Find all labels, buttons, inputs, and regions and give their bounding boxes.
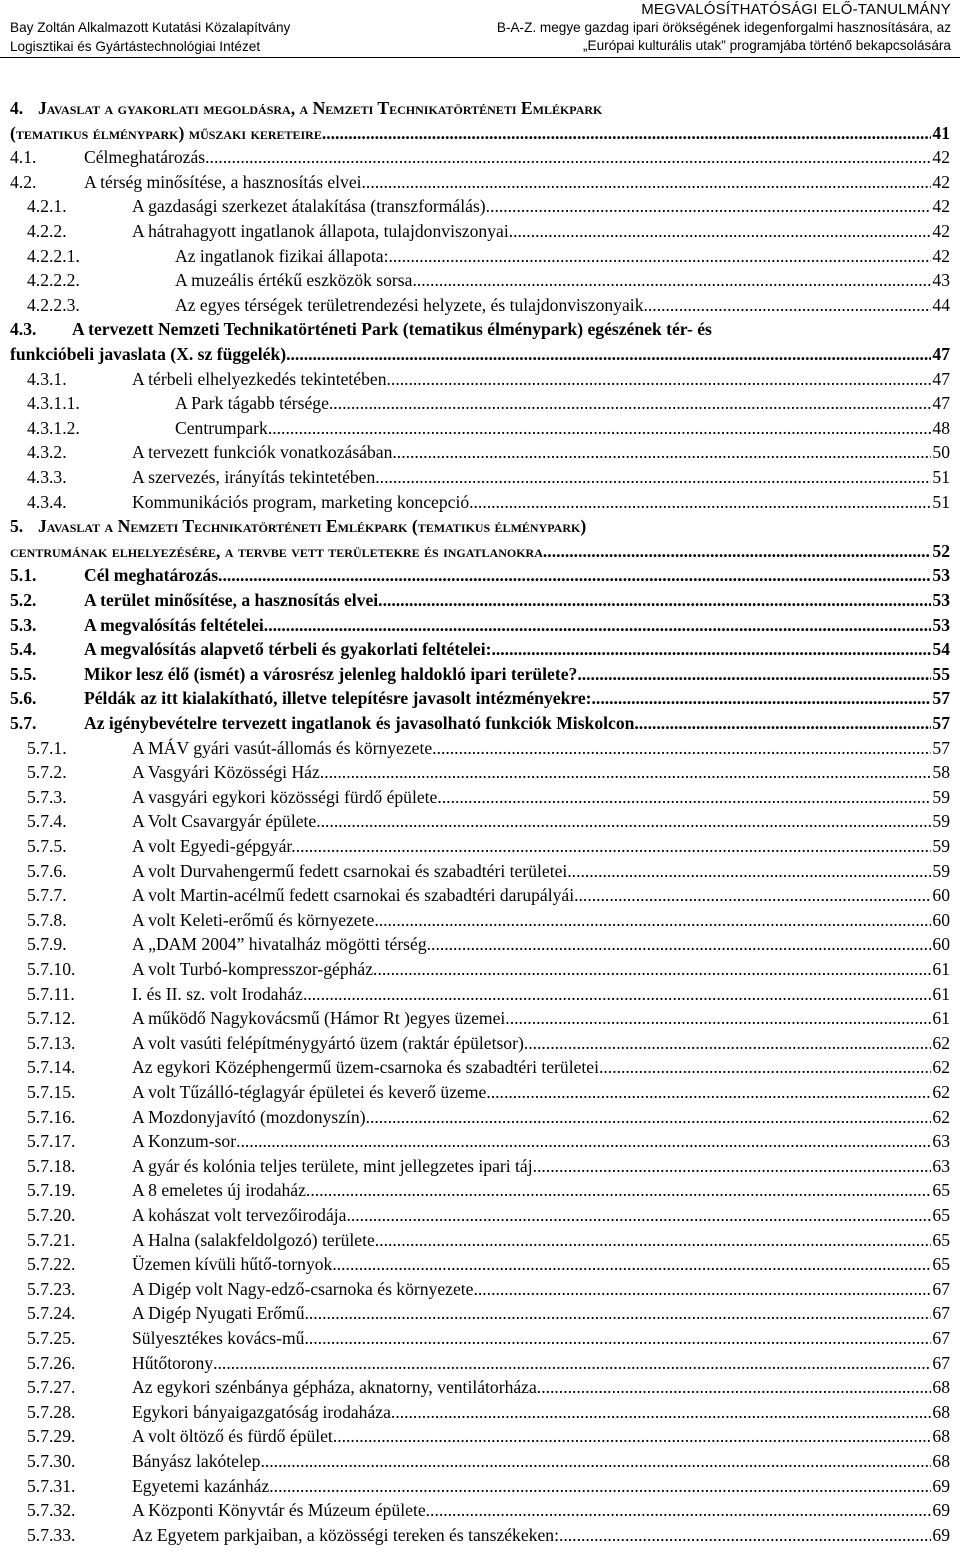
toc-entry-leader <box>644 293 932 317</box>
toc-entry-leader <box>264 613 932 637</box>
toc-entry-leader <box>303 982 931 1006</box>
toc-entry-number: 5.7.25. <box>27 1328 76 1348</box>
toc-entry-title: A kohászat volt tervezőirodája <box>132 1205 347 1225</box>
toc-entry-title: Centrumpark <box>175 418 268 438</box>
toc-entry-page: 60 <box>932 885 950 905</box>
toc-entry[interactable] <box>10 686 950 710</box>
toc-entry-number: 5.7.22. <box>27 1254 76 1274</box>
toc-entry-title: A tervezett Nemzeti Technikatörténeti Park (tematikus élménypark) egészének tér- és <box>72 319 712 339</box>
toc-entry-title: A térség minősítése, a hasznosítás elvei <box>84 172 362 192</box>
toc-entry-leader <box>286 342 931 366</box>
toc-entry-page: 59 <box>932 811 950 831</box>
toc-entry-number: 5.7.12. <box>27 1008 76 1028</box>
toc-entry-page: 57 <box>932 713 950 733</box>
toc-entry[interactable] <box>10 490 950 514</box>
toc-entry-number: 5.7.9. <box>27 934 67 954</box>
toc-entry[interactable] <box>10 194 950 218</box>
toc-entry-page: 42 <box>932 221 950 241</box>
toc-entry-leader <box>329 391 932 415</box>
toc-entry[interactable] <box>10 859 950 883</box>
toc-entry-page: 68 <box>932 1451 950 1471</box>
toc-entry-number: 5.2. <box>10 590 37 610</box>
toc-entry-title: A volt Egyedi-gépgyár. <box>132 836 296 856</box>
toc-entry-page: 62 <box>932 1082 950 1102</box>
toc-entry-leader <box>634 711 931 735</box>
toc-entry-number: 4.3.1. <box>27 369 67 389</box>
header-org-name: Bay Zoltán Alkalmazott Kutatási Közalapítvány <box>10 20 291 35</box>
toc-entry[interactable] <box>10 760 950 784</box>
page-header <box>0 0 960 58</box>
toc-entry-page: 62 <box>932 1033 950 1053</box>
toc-entry-title: A muzeális értékű eszközök sorsa <box>175 270 413 290</box>
toc-entry-title: Célmeghatározás <box>84 147 206 167</box>
toc-entry-page: 68 <box>932 1426 950 1446</box>
toc-entry-leader <box>374 908 931 932</box>
toc-entry-page: 61 <box>932 959 950 979</box>
toc-entry-leader <box>268 416 932 440</box>
toc-entry[interactable] <box>10 1252 950 1276</box>
toc-entry-page: 47 <box>932 369 950 389</box>
toc-entry-page: 69 <box>932 1525 950 1545</box>
toc-entry-title: funkcióbeli javaslata (X. sz függelék) <box>10 344 287 364</box>
header-divider <box>0 57 960 58</box>
toc-entry-leader <box>432 736 931 760</box>
toc-entry-number: 5.7.8. <box>27 910 67 930</box>
toc-entry-leader <box>437 785 931 809</box>
toc-entry[interactable] <box>10 736 950 760</box>
toc-entry-page: 53 <box>932 565 950 585</box>
toc-entry-leader <box>213 1351 931 1375</box>
toc-entry-number: 5.6. <box>10 688 37 708</box>
toc-entry[interactable] <box>10 1031 950 1055</box>
toc-entry-title: Az igénybevételre tervezett ingatlanok és javasolható funkciók Miskolcon <box>84 713 635 733</box>
toc-entry-number: 4.3.4. <box>27 492 67 512</box>
toc-entry-leader <box>509 219 932 243</box>
toc-entry-page: 50 <box>932 442 950 462</box>
toc-entry-title: A volt Tűzálló-téglagyár épületei és keverő üzeme <box>132 1082 487 1102</box>
toc-entry[interactable] <box>10 145 950 169</box>
toc-entry-page: 61 <box>932 1008 950 1028</box>
toc-entry-title: Cél meghatározás <box>84 565 219 585</box>
toc-entry-number: 5. <box>10 516 24 536</box>
toc-entry-leader <box>537 1375 932 1399</box>
toc-entry-title: A Volt Csavargyár épülete. <box>132 811 321 831</box>
toc-entry-number: 4.3.1.1. <box>27 393 80 413</box>
toc-entry[interactable] <box>10 563 950 587</box>
toc-entry-number: 5.7.11. <box>27 984 75 1004</box>
toc-entry-title: A megvalósítás feltételei <box>84 615 264 635</box>
toc-entry-page: 53 <box>932 590 950 610</box>
toc-entry-page: 61 <box>932 984 950 1004</box>
toc-entry-number: 5.1. <box>10 565 37 585</box>
toc-entry-page: 42 <box>932 246 950 266</box>
toc-entry[interactable] <box>10 711 950 735</box>
toc-entry-number: 4.2. <box>10 172 37 192</box>
toc-entry-number: 5.7.27. <box>27 1377 76 1397</box>
toc-entry-leader <box>603 1055 931 1079</box>
toc-entry-number: 4.2.2.3. <box>27 295 80 315</box>
toc-entry[interactable] <box>10 416 950 440</box>
toc-entry[interactable] <box>10 1228 950 1252</box>
toc-entry-number: 5.7.10. <box>27 959 76 979</box>
toc-entry[interactable] <box>10 637 950 661</box>
toc-entry-title: centrumának elhelyezésére, a tervbe vett területekre és ingatlanokra <box>10 541 543 561</box>
toc-entry[interactable] <box>10 1129 950 1153</box>
toc-entry-title: A Halna (salakfeldolgozó) területe <box>132 1230 375 1250</box>
toc-entry-title: Az Egyetem parkjaiban, a közösségi tereken és tanszékeken: <box>132 1525 559 1545</box>
toc-entry[interactable] <box>10 514 950 538</box>
toc-entry[interactable] <box>10 1301 950 1325</box>
toc-entry-leader <box>574 883 931 907</box>
toc-entry-page: 60 <box>932 910 950 930</box>
toc-entry-title: A Konzum-sor <box>132 1131 237 1151</box>
toc-entry-number: 5.7.1. <box>27 738 67 758</box>
toc-entry-leader <box>533 1154 932 1178</box>
toc-entry[interactable] <box>10 1080 950 1104</box>
toc-entry[interactable] <box>10 539 950 563</box>
toc-entry-leader <box>332 1252 931 1276</box>
toc-entry-number: 4.3.3. <box>27 467 67 487</box>
toc-entry-page: 42 <box>932 172 950 192</box>
toc-entry-leader <box>320 760 932 784</box>
toc-entry[interactable] <box>10 809 950 833</box>
toc-entry-number: 5.7.30. <box>27 1451 76 1471</box>
toc-entry-page: 42 <box>932 147 950 167</box>
header-subtitle-line-1: B-A-Z. megye gazdag ipari örökségének idegenforgalmi hasznosítására, az <box>496 20 951 35</box>
toc-entry-page: 65 <box>932 1205 950 1225</box>
toc-entry-page: 63 <box>932 1156 950 1176</box>
toc-entry-title: A gyár és kolónia teljes területe, mint jellegzetes ipari táj <box>132 1156 533 1176</box>
toc-entry-title: A volt vasúti felépítménygyártó üzem (raktár épületsor) <box>132 1033 524 1053</box>
toc-entry-number: 5.7.3. <box>27 787 67 807</box>
toc-entry-leader <box>375 1228 932 1252</box>
toc-entry-number: 4.3.2. <box>27 442 67 462</box>
toc-entry-title: Üzemen kívüli hűtő-tornyok <box>132 1254 333 1274</box>
toc-entry-leader <box>473 1277 931 1301</box>
toc-entry-page: 67 <box>932 1303 950 1323</box>
toc-entry[interactable] <box>10 1400 950 1424</box>
toc-entry-leader <box>524 1031 932 1055</box>
toc-entry-title: A Mozdonyjavító (mozdonyszín) <box>132 1107 366 1127</box>
toc-entry-page: 69 <box>932 1476 950 1496</box>
toc-entry-title: Az egykori szénbánya gépháza, aknatorny, ventilátorháza <box>132 1377 537 1397</box>
toc-entry-title: Az egykori Középhengermű üzem-csarnoka és szabadtéri területei. <box>132 1057 604 1077</box>
toc-entry-number: 5.5. <box>10 664 37 684</box>
toc-entry[interactable] <box>10 662 950 686</box>
toc-entry[interactable] <box>10 342 950 366</box>
toc-entry-title: A Központi Könyvtár és Múzeum épülete <box>132 1500 426 1520</box>
toc-entry[interactable] <box>10 1105 950 1129</box>
toc-entry-page: 58 <box>932 762 950 782</box>
toc-entry-page: 63 <box>932 1131 950 1151</box>
toc-entry-title: Példák az itt kialakítható, illetve telepítésre javasolt intézményekre: <box>84 688 592 708</box>
toc-entry-page: 65 <box>932 1230 950 1250</box>
toc-entry-page: 59 <box>932 836 950 856</box>
toc-entry-number: 5.7.4. <box>27 811 67 831</box>
toc-entry-leader <box>412 268 931 292</box>
toc-entry[interactable] <box>10 465 950 489</box>
toc-entry-page: 47 <box>932 344 950 364</box>
toc-entry-title: A vasgyári egykori közösségi fürdő épülete <box>132 787 438 807</box>
toc-entry[interactable] <box>10 982 950 1006</box>
toc-entry-page: 65 <box>932 1254 950 1274</box>
toc-entry-number: 5.7.32. <box>27 1500 76 1520</box>
toc-entry[interactable] <box>10 96 950 120</box>
toc-entry-number: 5.7.13. <box>27 1033 76 1053</box>
header-document-title <box>497 1 951 55</box>
toc-entry-leader <box>505 1006 931 1030</box>
toc-entry-leader <box>269 1474 931 1498</box>
toc-entry-leader <box>559 1523 931 1547</box>
toc-entry-leader <box>333 1424 932 1448</box>
toc-entry-number: 5.3. <box>10 615 37 635</box>
toc-entry-page: 44 <box>932 295 950 315</box>
toc-entry-leader <box>427 932 932 956</box>
toc-entry[interactable] <box>10 268 950 292</box>
toc-entry-title: A gazdasági szerkezet átalakítása (transzformálás) <box>132 196 486 216</box>
header-institute-name: Logisztikai és Gyártástechnológiai Intézet <box>10 39 261 54</box>
toc-entry-leader <box>260 1449 931 1473</box>
toc-entry-leader <box>592 686 932 710</box>
toc-entry-page: 68 <box>932 1402 950 1422</box>
toc-entry-number: 5.4. <box>10 639 37 659</box>
toc-entry-leader <box>543 539 932 563</box>
toc-entry[interactable] <box>10 1326 950 1350</box>
toc-entry[interactable] <box>10 1006 950 1030</box>
toc-entry-page: 48 <box>932 418 950 438</box>
toc-entry-leader <box>304 1326 931 1350</box>
toc-entry-page: 52 <box>932 541 950 561</box>
toc-entry-title: I. és II. sz. volt Irodaház <box>132 984 303 1004</box>
toc-entry-page: 47 <box>932 393 950 413</box>
toc-entry-title: Javaslat a Nemzeti Technikatörténeti Emlékpark (tematikus élménypark) <box>38 516 587 536</box>
toc-entry-leader <box>205 145 931 169</box>
toc-entry-page: 53 <box>932 615 950 635</box>
toc-entry-title: Mikor lesz élő (ismét) a városrész jelenleg haldokló ipari területe? <box>84 664 578 684</box>
toc-entry-page: 57 <box>932 688 950 708</box>
toc-entry-leader <box>305 1301 932 1325</box>
toc-entry-title: A volt Martin-acélmű fedett csarnokai és szabadtéri darupályái <box>132 885 575 905</box>
toc-entry-leader <box>486 1080 931 1104</box>
toc-entry-page: 54 <box>932 639 950 659</box>
toc-entry[interactable] <box>10 1351 950 1375</box>
toc-entry[interactable] <box>10 440 950 464</box>
toc-entry-page: 67 <box>932 1328 950 1348</box>
toc-entry-leader <box>486 194 932 218</box>
toc-entry-title: A volt öltöző és fürdő épület <box>132 1426 333 1446</box>
toc-entry-number: 4.2.1. <box>27 196 67 216</box>
toc-entry-title: Egyetemi kazánház <box>132 1476 270 1496</box>
toc-entry[interactable] <box>10 1474 950 1498</box>
toc-entry-number: 5.7.23. <box>27 1279 76 1299</box>
toc-entry-title: Kommunikációs program, marketing koncepció <box>132 492 470 512</box>
toc-entry[interactable] <box>10 1523 950 1547</box>
toc-entry-leader <box>375 465 931 489</box>
toc-entry-leader <box>306 1178 931 1202</box>
toc-entry-number: 5.7.15. <box>27 1082 76 1102</box>
toc-entry-number: 4.2.2.1. <box>27 246 80 266</box>
toc-entry-leader <box>389 244 932 268</box>
toc-entry[interactable] <box>10 244 950 268</box>
header-title: MEGVALÓSÍTHATÓSÁGI ELŐ-TANULMÁNY <box>641 1 951 18</box>
toc-entry-page: 55 <box>932 664 950 684</box>
toc-entry-title: A tervezett funkciók vonatkozásában <box>132 442 393 462</box>
toc-entry[interactable] <box>10 834 950 858</box>
toc-entry-number: 5.7.20. <box>27 1205 76 1225</box>
toc-entry-number: 4. <box>10 98 24 118</box>
toc-entry[interactable] <box>10 1154 950 1178</box>
toc-entry[interactable] <box>10 957 950 981</box>
toc-entry-number: 5.7.5. <box>27 836 67 856</box>
toc-entry-page: 57 <box>932 738 950 758</box>
toc-entry-number: 4.1. <box>10 147 37 167</box>
toc-entry-title: Javaslat a gyakorlati megoldásra, a Nemzeti Technikatörténeti Emlékpark <box>38 98 603 118</box>
toc-entry[interactable] <box>10 908 950 932</box>
toc-entry[interactable] <box>10 170 950 194</box>
toc-entry-leader <box>373 957 931 981</box>
toc-entry-title: Bányász lakótelep <box>132 1451 261 1471</box>
toc-entry-leader <box>378 588 931 612</box>
toc-entry[interactable] <box>10 317 950 341</box>
toc-entry-title: A MÁV gyári vasút-állomás és környezete <box>132 738 433 758</box>
toc-entry-leader <box>362 170 932 194</box>
toc-entry-number: 5.7. <box>10 713 37 733</box>
toc-entry-title: A „DAM 2004” hivatalház mögötti térség <box>132 934 427 954</box>
toc-entry-leader <box>236 1129 931 1153</box>
toc-entry-number: 4.3.1.2. <box>27 418 80 438</box>
toc-entry-page: 62 <box>932 1057 950 1077</box>
toc-entry-leader <box>469 490 931 514</box>
toc-entry-leader <box>218 563 931 587</box>
toc-entry-page: 51 <box>932 492 950 512</box>
toc-entry-number: 5.7.2. <box>27 762 67 782</box>
toc-entry-title: A Digép Nyugati Erőmű <box>132 1303 305 1323</box>
toc-entry-page: 41 <box>932 123 950 143</box>
toc-entry-title: Egykori bányaigazgatóság irodaháza <box>132 1402 391 1422</box>
header-institution <box>10 18 290 56</box>
toc-entry-title: Az ingatlanok fizikai állapota: <box>175 246 389 266</box>
toc-entry-page: 67 <box>932 1279 950 1299</box>
toc-entry-title: A térbeli elhelyezkedés tekintetében <box>132 369 387 389</box>
toc-entry-number: 5.7.7. <box>27 885 67 905</box>
toc-entry-title: A terület minősítése, a hasznosítás elvei <box>84 590 379 610</box>
toc-entry-number: 5.7.16. <box>27 1107 76 1127</box>
toc-entry-number: 5.7.21. <box>27 1230 76 1250</box>
toc-entry-page: 59 <box>932 861 950 881</box>
toc-entry[interactable] <box>10 613 950 637</box>
toc-entry-title: A Vasgyári Közösségi Ház <box>132 762 320 782</box>
toc-entry-title: Az egyes térségek területrendezési helyzete, és tulajdonviszonyaik <box>175 295 644 315</box>
toc-entry-page: 65 <box>932 1180 950 1200</box>
toc-entry[interactable] <box>10 932 950 956</box>
toc-entry[interactable] <box>10 219 950 243</box>
toc-entry-leader <box>366 1105 932 1129</box>
toc-entry-number: 5.7.31. <box>27 1476 76 1496</box>
toc-entry-title: A volt Keleti-erőmű és környezete <box>132 910 375 930</box>
toc-entry-page: 62 <box>932 1107 950 1127</box>
toc-entry-number: 5.7.14. <box>27 1057 76 1077</box>
toc-entry-number: 5.7.26. <box>27 1353 76 1373</box>
toc-entry-title: A volt Turbó-kompresszor-gépház <box>132 959 374 979</box>
toc-entry-title: A Digép volt Nagy-edző-csarnoka és környezete <box>132 1279 474 1299</box>
toc-entry-title: A hátrahagyott ingatlanok állapota, tulajdonviszonyai <box>132 221 509 241</box>
toc-entry[interactable] <box>10 293 950 317</box>
toc-entry-leader <box>387 367 932 391</box>
toc-entry-leader <box>577 662 931 686</box>
toc-entry[interactable] <box>10 391 950 415</box>
toc-entry-title: Hűtőtorony <box>132 1353 214 1373</box>
toc-entry[interactable] <box>10 785 950 809</box>
toc-entry-number: 5.7.24. <box>27 1303 76 1323</box>
toc-entry-number: 4.3. <box>10 319 37 339</box>
toc-entry[interactable] <box>10 1375 950 1399</box>
toc-entry-title: (tematikus élménypark) műszaki kereteire <box>10 123 322 143</box>
toc-entry-page: 67 <box>932 1353 950 1373</box>
toc-entry-page: 69 <box>932 1500 950 1520</box>
toc-entry-number: 5.7.6. <box>27 861 67 881</box>
toc-entry[interactable] <box>10 121 950 145</box>
toc-entry-title: A megvalósítás alapvető térbeli és gyakorlati feltételei: <box>84 639 492 659</box>
toc-entry-page: 59 <box>932 787 950 807</box>
toc-entry-leader <box>322 121 932 145</box>
toc-entry[interactable] <box>10 367 950 391</box>
toc-entry-leader <box>296 834 932 858</box>
toc-entry[interactable] <box>10 883 950 907</box>
toc-entry-leader <box>392 440 931 464</box>
toc-entry-number: 5.7.17. <box>27 1131 76 1151</box>
toc-entry-page: 42 <box>932 196 950 216</box>
toc-entry-number: 4.2.2. <box>27 221 67 241</box>
header-subtitle-line-2: „Európai kulturális utak” programjába történő bekapcsolására <box>583 38 951 53</box>
toc-entry-title: A 8 emeletes új irodaház <box>132 1180 306 1200</box>
toc-entry[interactable] <box>10 1203 950 1227</box>
toc-entry-number: 5.7.28. <box>27 1402 76 1422</box>
toc-entry-page: 43 <box>932 270 950 290</box>
toc-entry[interactable] <box>10 1277 950 1301</box>
toc-entry-title: A szervezés, irányítás tekintetében <box>132 467 376 487</box>
toc-entry-leader <box>567 859 931 883</box>
toc-entry[interactable] <box>10 1055 950 1079</box>
toc-entry-page: 51 <box>932 467 950 487</box>
toc-entry-number: 5.7.19. <box>27 1180 76 1200</box>
toc-entry-leader <box>321 809 932 833</box>
toc-entry[interactable] <box>10 1449 950 1473</box>
toc-entry-title: A Park tágabb térsége <box>175 393 329 413</box>
toc-entry-number: 5.7.33. <box>27 1525 76 1545</box>
toc-entry-number: 5.7.18. <box>27 1156 76 1176</box>
toc-entry-title: Sülyesztékes kovács-mű <box>132 1328 305 1348</box>
toc-entry-title: A volt Durvahengermű fedett csarnokai és szabadtéri területei <box>132 861 568 881</box>
toc-entry-page: 60 <box>932 934 950 954</box>
toc-entry-number: 5.7.29. <box>27 1426 76 1446</box>
toc-entry-title: A működő Nagykovácsmű (Hámor Rt )egyes üzemei <box>132 1008 506 1028</box>
toc-entry[interactable] <box>10 1178 950 1202</box>
toc-entry-number: 4.2.2.2. <box>27 270 80 290</box>
toc-entry[interactable] <box>10 1498 950 1522</box>
toc-entry-leader <box>391 1400 931 1424</box>
toc-entry[interactable] <box>10 1424 950 1448</box>
toc-entry-page: 68 <box>932 1377 950 1397</box>
toc-entry-leader <box>426 1498 932 1522</box>
toc-entry-leader <box>346 1203 931 1227</box>
toc-entry[interactable] <box>10 588 950 612</box>
toc-entry-leader <box>491 637 931 661</box>
